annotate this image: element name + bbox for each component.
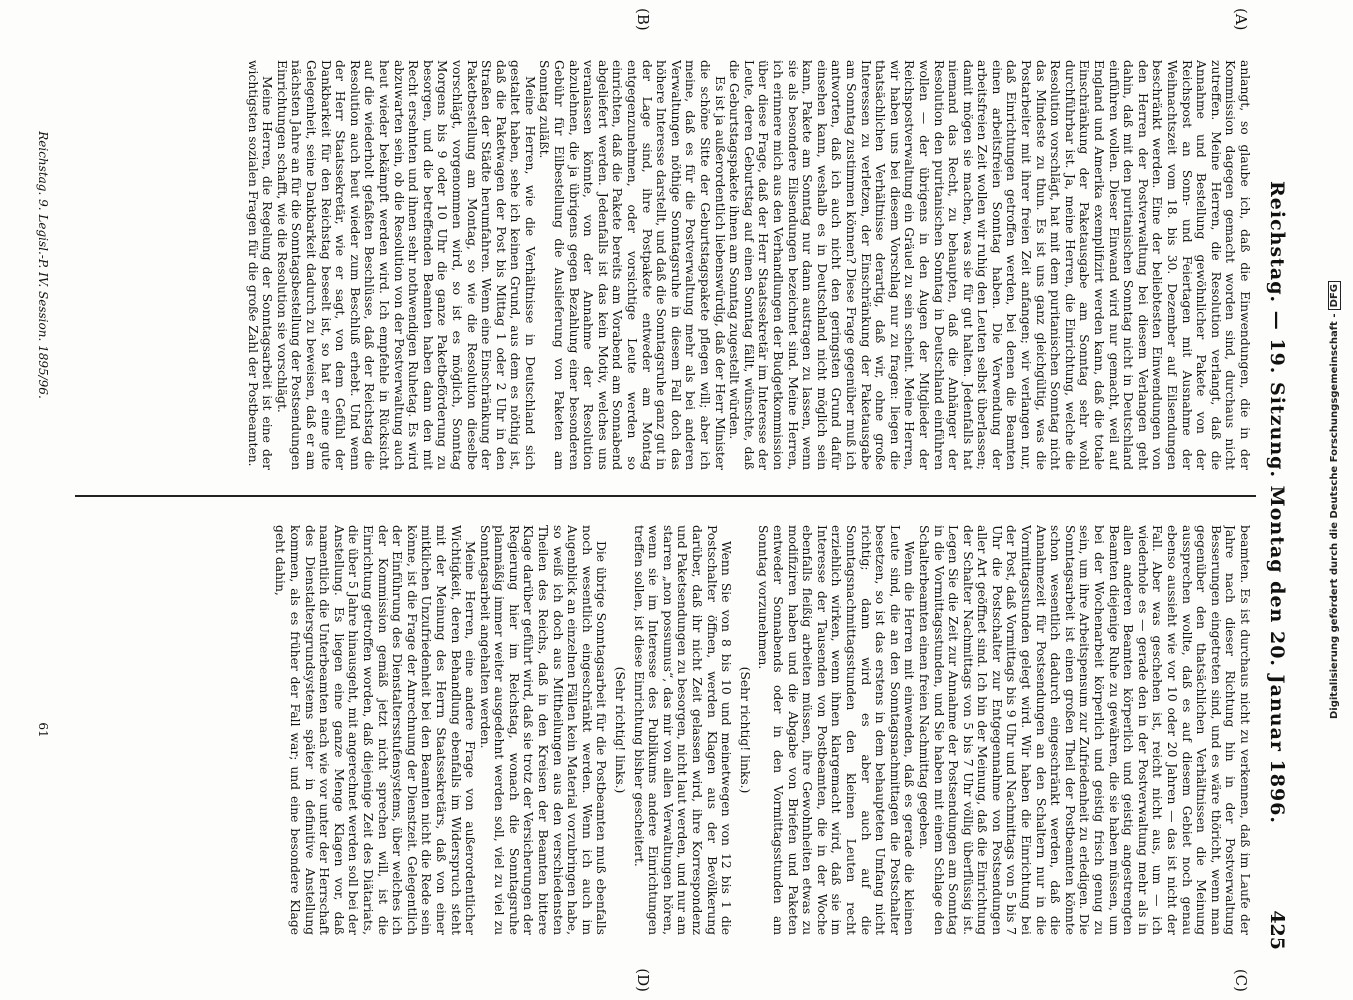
margin-marker-b: (B): [634, 8, 652, 31]
paragraph: Die übrige Sonntagsarbeit für die Postbeamten muß ebenfalls noch wesentlich eingeschränkt werden. Wenn ich auch im Augenblick an einzelnen Fällen kein Material vorzubringen habe, so weiß ich doch aus Mittheilungen aus den verschiedensten Theilen des Reichs, daß in den Kreisen der Beamten bittere Klage darüber geführt wird, daß sie trotz der Versicherungen der Regierung hier im Reichstag, wonach die Sonntagsruhe planmäßig immer weiter ausgedehnt werden soll, viel zu viel zu Sonntagsarbeit angehalten werden.: [477, 525, 609, 935]
paragraph: Wenn Sie von 8 bis 10 und meinetwegen von 12 bis 1 die Postschalter öffnen, werden Klagen aus der Bevölkerung darüber, daß ihr nicht Zeit gelassen wird, ihre Korrespondenz und Paketsendungen zu besorgen, nicht laut werden, und nur am starren „non possumus“, das mir von allen Verwaltungen hören, wenn sie im Interesse des Publikums andere Einrichtungen treffen sollen, ist diese Einrichtung bisher gescheitert.: [631, 525, 734, 935]
paragraph: Meine Herren, eine andere Frage von außerordentlicher Wichtigkeit, deren Behandlung ebenfalls im Widerspruch steht mit der Meinung des Herrn Staatssekretärs, daß von einer mitklichen Unzufriedenheit bei den Beamten nicht die Rede sein könne, ist die Frage der Anrechnung der Dienstzeit. Gelegentlich der Einführung des Dienstaltersstufensystems, über welches ich der Kommission gemäß jetzt nicht sprechen will, ist die Einrichtung getroffen worden, daß diejenige Zeit des Diätariats, die über 5 Jahre hinausgeht, mit angerechnet werden soll bei der Anstellung. Es liegen eine ganze Menge Klagen vor, daß namentlich die Unterbeamten nach wie vor unter der Herrschaft des Dienstaltersgrundsystems später in definitive Anstellung kommen, als es früher der Fall war; und eine besondere Klage geht dahin,: [273, 525, 478, 935]
paragraph: beamten. Es ist durchaus nicht zu verkennen, daß im Laufe der Jahre nach dieser Richtung hin in der Postverwaltung Besserungen eingetreten sind, und es wäre thöricht, wenn man gegenüber den thatsächlichen Verhältnissen die Meinung aussprechen wollte, daß es auf diesem Gebiet noch genau ebenso aussieht wie vor 10 oder 20 Jahren — das ist nicht der Fall. Aber was geschehen ist, reicht nicht aus, um — ich wiederhole es — gerade den in der Postverwaltung mehr als in allen anderen Beamten körperlich und geistig angestrengten Beamten diejenige Ruhe zu gewähren, die sie haben müssen, um bei der Wochenarbeit körperlich und geistig frisch genug zu sein, um ihre Arbeitspensum zur Zufriedenheit zu erledigen. Die Sonntagsarbeit ist einen großen Theil der Postbeamten könnte schon wesentlich dadurch eingeschränkt werden, daß die Annahmezeit für Postsendungen an den Schaltern nur in die Vormittagsstunden gelegt wird. Wir haben die Einrichtung bei der Post, daß Vormittags bis 9 Uhr und Nachmittags von 5 bis 7 Uhr die Postschalter zur Entgegennahme von Postsendungen aller Art geöffnet sind. Ich bin der Meinung, daß die Einrichtung der Schalter Nachmittags von 5 bis 7 Uhr völlig überflüssig ist. Legen Sie die Zeit zur Annahme der Postsendungen am Sonntag in die Vormittagsstunden, und Sie haben mit einem Schlage den Schalterbeamten einen freien Nachmittag gegeben.: [916, 525, 1252, 935]
right-column: [152, 525, 1252, 935]
left-column: [72, 60, 1252, 470]
paragraph: Wenn die Herren mit einwenden, daß es gerade die kleinen Leute sind, die an den Sonntagsnachmittagen die Postschalter besetzen, so ist das erstens in dem behaupteten Umfang nicht richtig; dann wird es aber auch auf die Sonntagsnachmittagsstunden den kleinen Leuten recht erziehlich wirken, wenn ihnen klargemacht wird, daß sie im Interesse der Tausenden von Postbeamten, die in der Woche ebenfalls fleißig arbeiten müssen, ihre Gewohnheiten etwas zu modifiziren haben und die Abgabe von Briefen und Paketen entweder Sonnabends oder in den Vormittagsstunden am Sonntag vorzunehmen.: [756, 525, 917, 935]
column-divider: [75, 495, 1256, 497]
footer-session-info: Reichstag. 9. Legisl.-P. IV. Session. 1895/96.: [36, 131, 50, 399]
paragraph: Meine Herren, wie die Verhältnisse in Deutschland sich gestaltet haben, sehe ich keinen Grund, aus dem es nöthig ist, daß die Paketwagen der Post bis Mittag 1 oder 2 Uhr in den Straßen der Städte herumfahren. Wenn eine Einschränkung der Paketbestellung am Montag, so wie die Resolution dieselbe vorschlägt, vorgenommen wird, so ist es möglich, Sonntag Morgens bis 9 oder 10 Uhr die ganze Paketbeförderung zu besorgen, und die betreffenden Beamten haben dann den mit Recht ersehnten und ihnen sehr nothwendigen Ruhetag. Es wird abzuwarten sein, ob die Resolution von der Postverwaltung auch heut wieder bekämpft werden wird. Ich empfehle in Rücksicht auf die wiederholt gefaßten Beschlüsse, daß der Reichstag die Resolution auch heut wieder zum Beschluß erhebt. Und wenn der Herr Staatssekretär, wie er sagt, von dem Gefühl der Dankbarkeit für den Reichstag beseelt ist, so hat er eine gute Gelegenheit, seine Dankbarkeit dadurch zu beweisen, daß er am nächsten Jahre an für die Sonntagsbestellung der Postsendungen Einrichtungen schafft, wie die Resolution sie vorschlägt.: [274, 60, 537, 470]
page-header: [1260, 55, 1294, 950]
interjection: (Sehr richtig! links.): [613, 666, 628, 794]
margin-marker-a: (A): [1232, 8, 1250, 31]
page-number: 425: [1266, 910, 1288, 950]
paragraph: anlangt, so glaube ich, daß die Einwendungen, die in der Kommission dagegen gemacht worden sind, durchaus nicht zutreffen. Meine Herren, die Resolution verlangt, daß die Annahme und Bestellung gewöhnlicher Pakete von der Reichspost an Sonn- und Feiertagen mit Ausnahme der Weihnachtszeit vom 18. bis 30. Dezember auf Eilsendungen beschränkt werden. Eine der beliebtesten Einwendungen von den Herren der Postverwaltung bei diesem Verlangen geht dahin, daß mit den puritanischen Sonntag nicht in Deutschland einführen wollen. Dieser Einwand wird nur gemacht, weil auf England und Amerika exemplifizirt werden kann, daß die totale Einschränkung der Paketausgabe am Sonntag sehr wohl durchführbar ist. Ja, meine Herren, die Einrichtung, welche die Resolution vorschlägt, hat mit dem puritanischen Sonntag nicht das Mindeste zu thun. Es ist uns ganz gleichgültig, was die Postarbeiter mit ihrer freien Zeit anfangen; wir verlangen nur, daß Einrichtungen getroffen werden, bei denen die Beamten einen arbeitsfreien Sonntag haben. Die Verwendung der arbeitsfreien Zeit wollen wir ruhig den Leuten selbst überlassen; damit mögen sie machen, was sie für gut halten. Jedenfalls hat niemand das Recht, zu behaupten, daß die Anhänger der Resolution den puritanischen Sonntag in Deutschland einführen wollen — der übrigens in den Augen der Mitglieder der Reichspostverwaltung ein Gräuel zu sein scheint. Meine Herren, wir haben uns bei diesem Vorschlag nur zu fragen: liegen die thatsächlichen Verhältnisse derartig, daß wir, ohne große Interessen zu verletzen, der Einschränkung der Paketausgabe am Sonntag zustimmen können? Diese Frage gegenüber muß ich antworten, daß ich auch nicht den geringsten Grund dafür einsehen kann, weshalb es in Deutschland nicht möglich sein kann, Pakete am Sonntag nur dann austragen zu lassen, wenn sie als besondere Eilsendungen bezeichnet sind. Meine Herren, ich erinnere mich aus den Verhandlungen der Budgetkommission über diese Frage, daß der Herr Staatssekretär im Interesse der Leute, deren Geburtstag auf einen Sonntag fällt, wünschte, daß die Geburtstagspakete ihnen am Sonntag zugestellt würden.: [727, 60, 1252, 470]
margin-marker-c: (C): [1232, 968, 1250, 992]
digitization-text: Digitalisierung gefördert durch die Deutsche Forschungsgemeinschaft -: [1329, 313, 1340, 720]
interjection: (Sehr richtig! links.): [737, 666, 752, 794]
margin-marker-d: (D): [634, 968, 652, 992]
paragraph: Es ist ja außerordentlich liebenswürdig, daß der Herr Minister die schöne Sitte der Geburtstagspakete pflegen will; aber ich meine, daß es für die Postverwaltung mehr als bei anderen Verwaltungen nöthige Sonntagsruhe in diesem Fall doch das höhere Interesse darstellt, und daß die Sonntagsruhe ganz gut in der Lage sind, ihre Postpakete entweder am Montag entgegenzunehmen, oder vorsichtige Leute werden so einrichten, daß die Pakete bereits am Vorabend am Sonnabend abgeliefert werden. Jedenfalls ist das kein Motiv, welches uns veranlassen könnte, von der Annahme der Resolution abzulehnen, die ja übrigens gegen Bezahlung einer besonderen Gebühr für Eilbestellung die Auslieferung von Paketen am Sonntag zuläßt.: [537, 60, 727, 470]
footer-signature-number: 61: [36, 722, 50, 738]
paragraph: Meine Herren, die Regelung der Sonntagsarbeit ist eine der wichtigsten sozialen Fragen für die große Zahl der Postbeamten.: [245, 60, 275, 470]
page-title: Reichstag. — 19. Sitzung. Montag den 20. Januar 1896.: [1266, 180, 1288, 825]
digitization-note: [1320, 0, 1350, 1000]
dfg-logo: DFG: [1328, 281, 1341, 310]
